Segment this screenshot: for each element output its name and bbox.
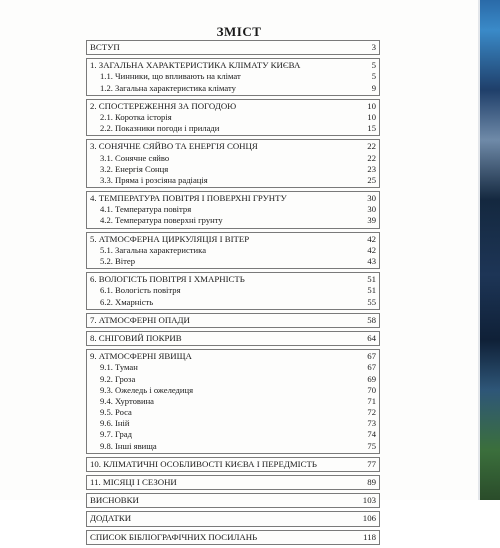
- toc-entry[interactable]: [90, 495, 376, 506]
- toc-page-number: 22: [367, 152, 376, 163]
- toc-entry-title: 1.1. Чинники, що впливають на клімат: [100, 71, 241, 82]
- toc-section-box: [86, 530, 380, 545]
- toc-subentry[interactable]: [90, 429, 376, 440]
- toc-subentry[interactable]: [90, 215, 376, 226]
- toc-subentry[interactable]: [90, 71, 376, 82]
- toc-subentry[interactable]: [90, 396, 376, 407]
- toc-page-number: 51: [367, 285, 376, 296]
- toc-subentry[interactable]: [90, 418, 376, 429]
- toc-page-number: 71: [367, 395, 376, 406]
- toc-entry-title: 9. АТМОСФЕРНІ ЯВИЩА: [90, 351, 192, 362]
- toc-entry-title: 9.7. Град: [100, 429, 132, 440]
- toc-entry[interactable]: [90, 351, 376, 362]
- toc-page-number: 9: [371, 82, 376, 93]
- toc-section-box: [86, 40, 380, 55]
- toc-entry-title: 3.3. Пряма і розсіяна радіація: [100, 174, 208, 185]
- toc-entry-title: 4. ТЕМПЕРАТУРА ПОВІТРЯ І ПОВЕРХНІ ГРУНТУ: [90, 193, 287, 204]
- toc-section-box: [86, 493, 380, 508]
- toc-section-box: [86, 457, 380, 472]
- toc-subentry[interactable]: [90, 256, 376, 267]
- toc-entry-title: 9.2. Гроза: [100, 373, 136, 384]
- toc-entry-title: 9.8. Інші явища: [100, 440, 157, 451]
- toc-entry-title: СПИСОК БІБЛІОГРАФІЧНИХ ПОСИЛАНЬ: [90, 531, 258, 542]
- toc-page-number: 5: [371, 71, 376, 82]
- toc-entry-title: 3.2. Енергія Сонця: [100, 163, 169, 174]
- toc-entry-title: 9.3. Ожеледь і ожеледиця: [100, 384, 194, 395]
- toc-page-number: 73: [367, 418, 376, 429]
- toc-section-box: [86, 99, 380, 137]
- toc-section-box: [86, 511, 380, 526]
- toc-subentry[interactable]: [90, 362, 376, 373]
- toc-page-number: 55: [367, 296, 376, 307]
- toc-page-number: 103: [362, 495, 376, 506]
- table-of-contents: [86, 40, 380, 548]
- toc-section-box: [86, 331, 380, 346]
- toc-entry-title: ВСТУП: [90, 42, 120, 52]
- toc-page-number: 67: [367, 351, 376, 362]
- toc-entry-title: 3.1. Сонячне сяйво: [100, 152, 170, 163]
- toc-entry-title: 10. КЛІМАТИЧНІ ОСОБЛИВОСТІ КИЄВА І ПЕРЕДМІСТЬ: [90, 458, 317, 469]
- toc-entry-title: 1. ЗАГАЛЬНА ХАРАКТЕРИСТИКА КЛІМАТУ КИЄВА: [90, 60, 301, 71]
- toc-section-box: [86, 349, 380, 454]
- toc-page-number: 43: [367, 256, 376, 266]
- toc-subentry[interactable]: [90, 374, 376, 385]
- toc-page-number: 75: [367, 440, 376, 451]
- toc-subentry[interactable]: [90, 297, 376, 308]
- toc-page-number: 106: [362, 513, 376, 524]
- toc-page-number: 22: [367, 141, 376, 152]
- toc-subentry[interactable]: [90, 204, 376, 215]
- toc-page-number: 10: [367, 111, 376, 122]
- toc-entry[interactable]: [90, 459, 376, 470]
- toc-entry-title: 9.1. Туман: [100, 362, 138, 373]
- toc-page-number: 25: [367, 174, 376, 185]
- toc-page-number: 15: [367, 123, 376, 134]
- toc-entry-title: 1.2. Загальна характеристика клімату: [100, 82, 236, 93]
- toc-entry-title: 2.1. Коротка історія: [100, 111, 172, 122]
- toc-subentry[interactable]: [90, 164, 376, 175]
- toc-page-number: 42: [367, 244, 376, 255]
- toc-entry-title: 6.2. Хмарність: [100, 296, 154, 307]
- toc-entry[interactable]: [90, 193, 376, 204]
- toc-entry-title: 9.6. Іній: [100, 418, 130, 429]
- toc-entry-title: 2. СПОСТЕРЕЖЕННЯ ЗА ПОГОДОЮ: [90, 100, 237, 111]
- toc-section-box: [86, 272, 380, 310]
- toc-subentry[interactable]: [90, 175, 376, 186]
- toc-page-number: 30: [367, 204, 376, 215]
- toc-entry[interactable]: [90, 60, 376, 71]
- toc-entry-title: 3. СОНЯЧНЕ СЯЙВО ТА ЕНЕРГІЯ СОНЦЯ: [90, 141, 258, 152]
- toc-page-number: 89: [367, 477, 376, 487]
- toc-entry-title: ВИСНОВКИ: [90, 495, 139, 506]
- toc-section-box: [86, 313, 380, 328]
- toc-page-number: 77: [367, 458, 376, 469]
- toc-entry-title: 5. АТМОСФЕРНА ЦИРКУЛЯЦІЯ І ВІТЕР: [90, 233, 250, 244]
- toc-subentry[interactable]: [90, 285, 376, 296]
- toc-page-number: 30: [367, 193, 376, 204]
- toc-page-number: 39: [367, 215, 376, 226]
- toc-page-number: 23: [367, 163, 376, 174]
- toc-subentry[interactable]: [90, 112, 376, 123]
- toc-page-number: 69: [367, 373, 376, 384]
- toc-entry-title: 9.5. Роса: [100, 407, 132, 418]
- toc-entry-title: 7. АТМОСФЕРНІ ОПАДИ: [90, 314, 190, 325]
- toc-entry-title: 4.1. Температура повітря: [100, 204, 192, 215]
- toc-subentry[interactable]: [90, 123, 376, 134]
- toc-page-number: 5: [371, 60, 376, 71]
- toc-entry-title: 2.2. Показники погоди і прилади: [100, 123, 220, 134]
- toc-entry[interactable]: [90, 234, 376, 245]
- toc-entry-title: 6. ВОЛОГІСТЬ ПОВІТРЯ І ХМАРНІСТЬ: [90, 274, 245, 285]
- toc-entry[interactable]: [90, 141, 376, 152]
- toc-entry[interactable]: [90, 513, 376, 524]
- toc-entry-title: ДОДАТКИ: [90, 513, 132, 524]
- toc-section-box: [86, 58, 380, 96]
- toc-section-box: [86, 191, 380, 229]
- toc-page-number: 51: [367, 274, 376, 285]
- toc-page-number: 70: [367, 384, 376, 395]
- toc-entry[interactable]: [90, 477, 376, 488]
- toc-subentry[interactable]: [90, 83, 376, 94]
- toc-subentry[interactable]: [90, 245, 376, 256]
- toc-subentry[interactable]: [90, 441, 376, 452]
- toc-subentry[interactable]: [90, 385, 376, 396]
- toc-subentry[interactable]: [90, 153, 376, 164]
- cover-image-strip: [480, 0, 500, 500]
- toc-page-number: 118: [363, 531, 376, 542]
- toc-entry[interactable]: [90, 101, 376, 112]
- toc-page-number: 42: [367, 233, 376, 244]
- toc-page-number: 10: [367, 100, 376, 111]
- toc-entry[interactable]: [90, 333, 376, 344]
- toc-section-box: [86, 475, 380, 490]
- toc-entry-title: 11. МІСЯЦІ І СЕЗОНИ: [90, 477, 177, 487]
- toc-section-box: [86, 232, 380, 270]
- toc-entry[interactable]: [90, 274, 376, 285]
- toc-entry-title: 4.2. Температура поверхні грунту: [100, 215, 223, 226]
- toc-section-box: [86, 139, 380, 188]
- toc-entry-title: 9.4. Хуртовина: [100, 395, 154, 406]
- toc-page-number: 64: [367, 332, 376, 343]
- toc-entry-title: 5.2. Вітер: [100, 256, 136, 266]
- toc-entry-title: 8. СНІГОВИЙ ПОКРИВ: [90, 332, 182, 343]
- toc-entry-title: 6.1. Вологість повітря: [100, 285, 181, 296]
- toc-page-number: 67: [367, 362, 376, 373]
- toc-entry-title: 5.1. Загальна характеристика: [100, 244, 207, 255]
- toc-page-number: 58: [367, 314, 376, 325]
- toc-page-number: 3: [371, 42, 376, 52]
- toc-page-number: 74: [367, 429, 376, 440]
- toc-entry[interactable]: [90, 315, 376, 326]
- toc-entry[interactable]: [90, 42, 376, 53]
- toc-page-number: 72: [367, 407, 376, 418]
- page-title: ЗМІСТ: [216, 24, 262, 39]
- toc-subentry[interactable]: [90, 407, 376, 418]
- toc-entry[interactable]: [90, 532, 376, 543]
